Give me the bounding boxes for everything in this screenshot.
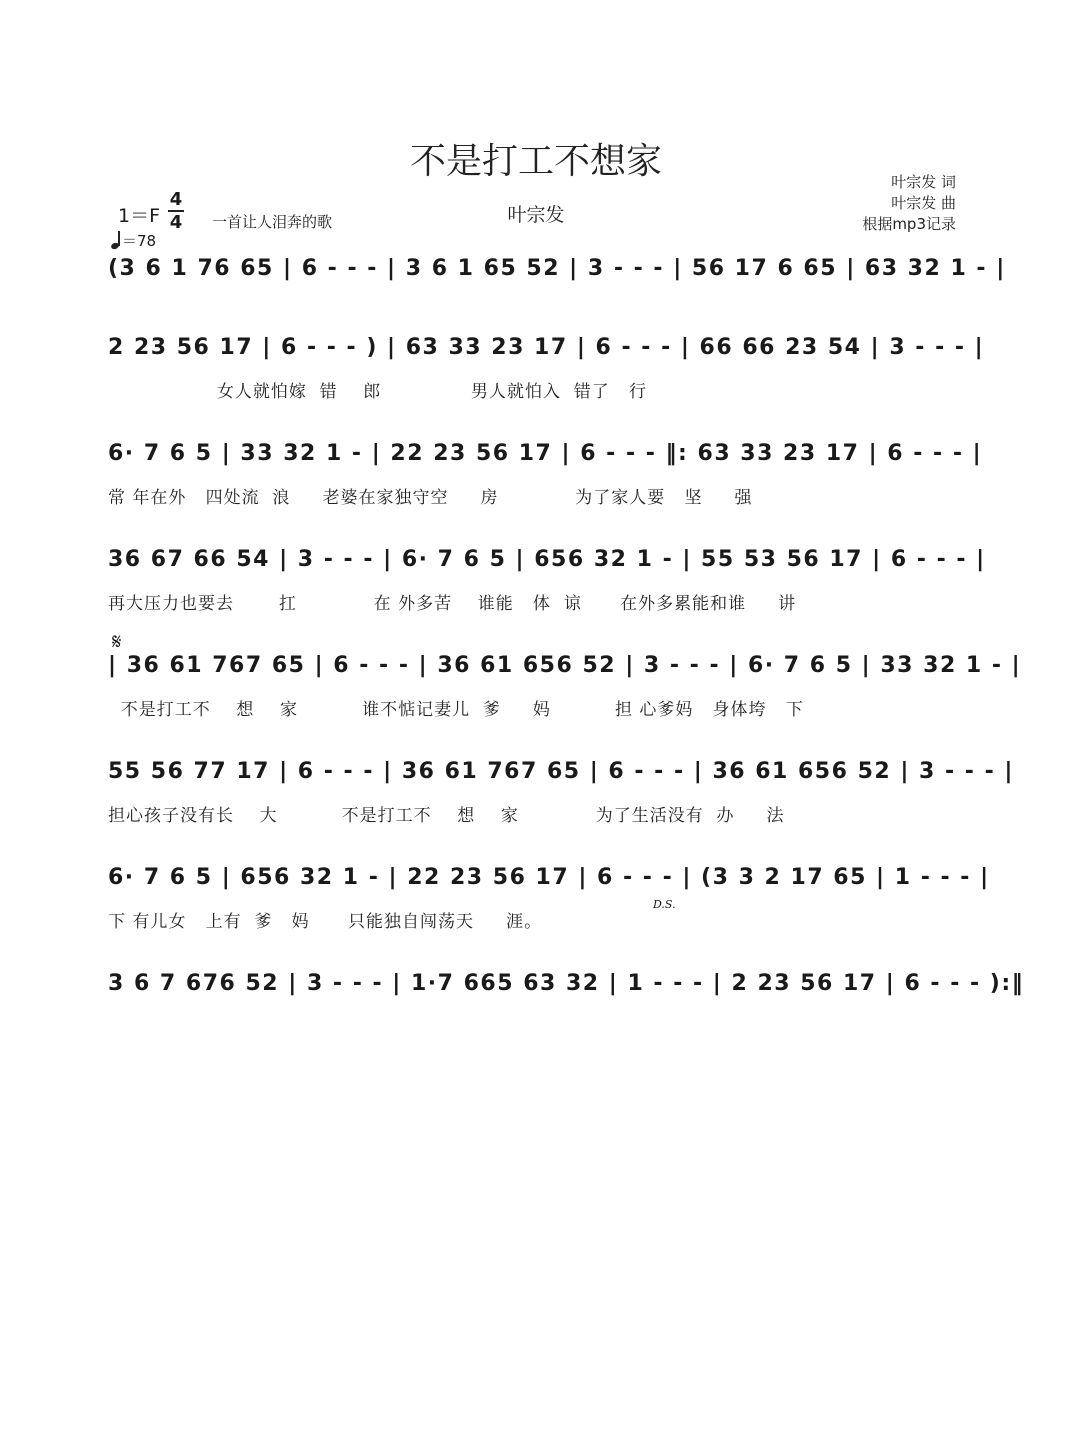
lyric-line: 担心孩子没有长 大 不是打工不 想 家 为了生活没有 办 法 <box>108 806 785 826</box>
time-signature-top: 4 <box>169 189 183 210</box>
score-line: 55 56 77 17 | 6 - - - | 36 61 767 65 | 6 - - - | 36 61 656 52 | 3 - - - | <box>108 759 1014 784</box>
score-line: 6· 7 6 5 | 656 32 1 - | 22 23 56 17 | 6 - - - | (3 3 2 17 65 | 1 - - - | <box>108 865 990 890</box>
score-line: (3 6 1 76 65 | 6 - - - | 3 6 1 65 52 | 3 - - - | 56 17 6 65 | 63 32 1 - | <box>108 256 1006 281</box>
composer-credit: 叶宗发 曲 <box>891 194 956 212</box>
segno-icon: 𝄋 <box>112 630 122 655</box>
credits <box>862 172 956 235</box>
tempo-value: ＝78 <box>122 232 157 250</box>
lyric-line: 女人就怕嫁 错 郎 男人就怕入 错了 行 <box>108 382 647 402</box>
time-signature <box>166 190 186 232</box>
lyric-line: 常 年在外 四处流 浪 老婆在家独守空 房 为了家人要 坚 强 <box>108 488 753 508</box>
lyric-line: 不是打工不 想 家 谁不惦记妻儿 爹 妈 担 心爹妈 身体垮 下 <box>108 700 804 720</box>
lyricist-credit: 叶宗发 词 <box>891 173 956 191</box>
lyric-line: 再大压力也要去 扛 在 外多苦 谁能 体 谅 在外多累能和谁 讲 <box>108 594 797 614</box>
song-subtitle: 叶宗发 <box>507 204 565 226</box>
source-note: 根据mp3记录 <box>862 215 956 233</box>
time-signature-bottom: 4 <box>169 212 183 233</box>
quarter-note-icon <box>110 231 122 249</box>
score-line: 3 6 7 676 52 | 3 - - - | 1·7 665 63 32 | 1 - - - | 2 23 56 17 | 6 - - - ):‖ <box>108 971 1025 996</box>
score-line: 36 67 66 54 | 3 - - - | 6· 7 6 5 | 656 32 1 - | 55 53 56 17 | 6 - - - | <box>108 547 986 572</box>
dal-segno-mark: D.S. <box>653 898 676 911</box>
tempo-marking <box>110 230 156 251</box>
score-line: 2 23 56 17 | 6 - - - ) | 63 33 23 17 | 6 - - - | 66 66 23 54 | 3 - - - | <box>108 335 985 360</box>
key-signature: 1＝F <box>118 205 161 227</box>
score-line: | 36 61 767 65 | 6 - - - | 36 61 656 52 | 3 - - - | 6· 7 6 5 | 33 32 1 - | <box>108 653 1022 678</box>
lyric-line: 下 有儿女 上有 爹 妈 只能独自闯荡天 涯。 <box>108 912 543 932</box>
song-title: 不是打工不想家 <box>409 141 662 182</box>
score-line: 6· 7 6 5 | 33 32 1 - | 22 23 56 17 | 6 - - - ‖: 63 33 23 17 | 6 - - - | <box>108 441 983 466</box>
tagline: 一首让人泪奔的歌 <box>212 213 333 231</box>
